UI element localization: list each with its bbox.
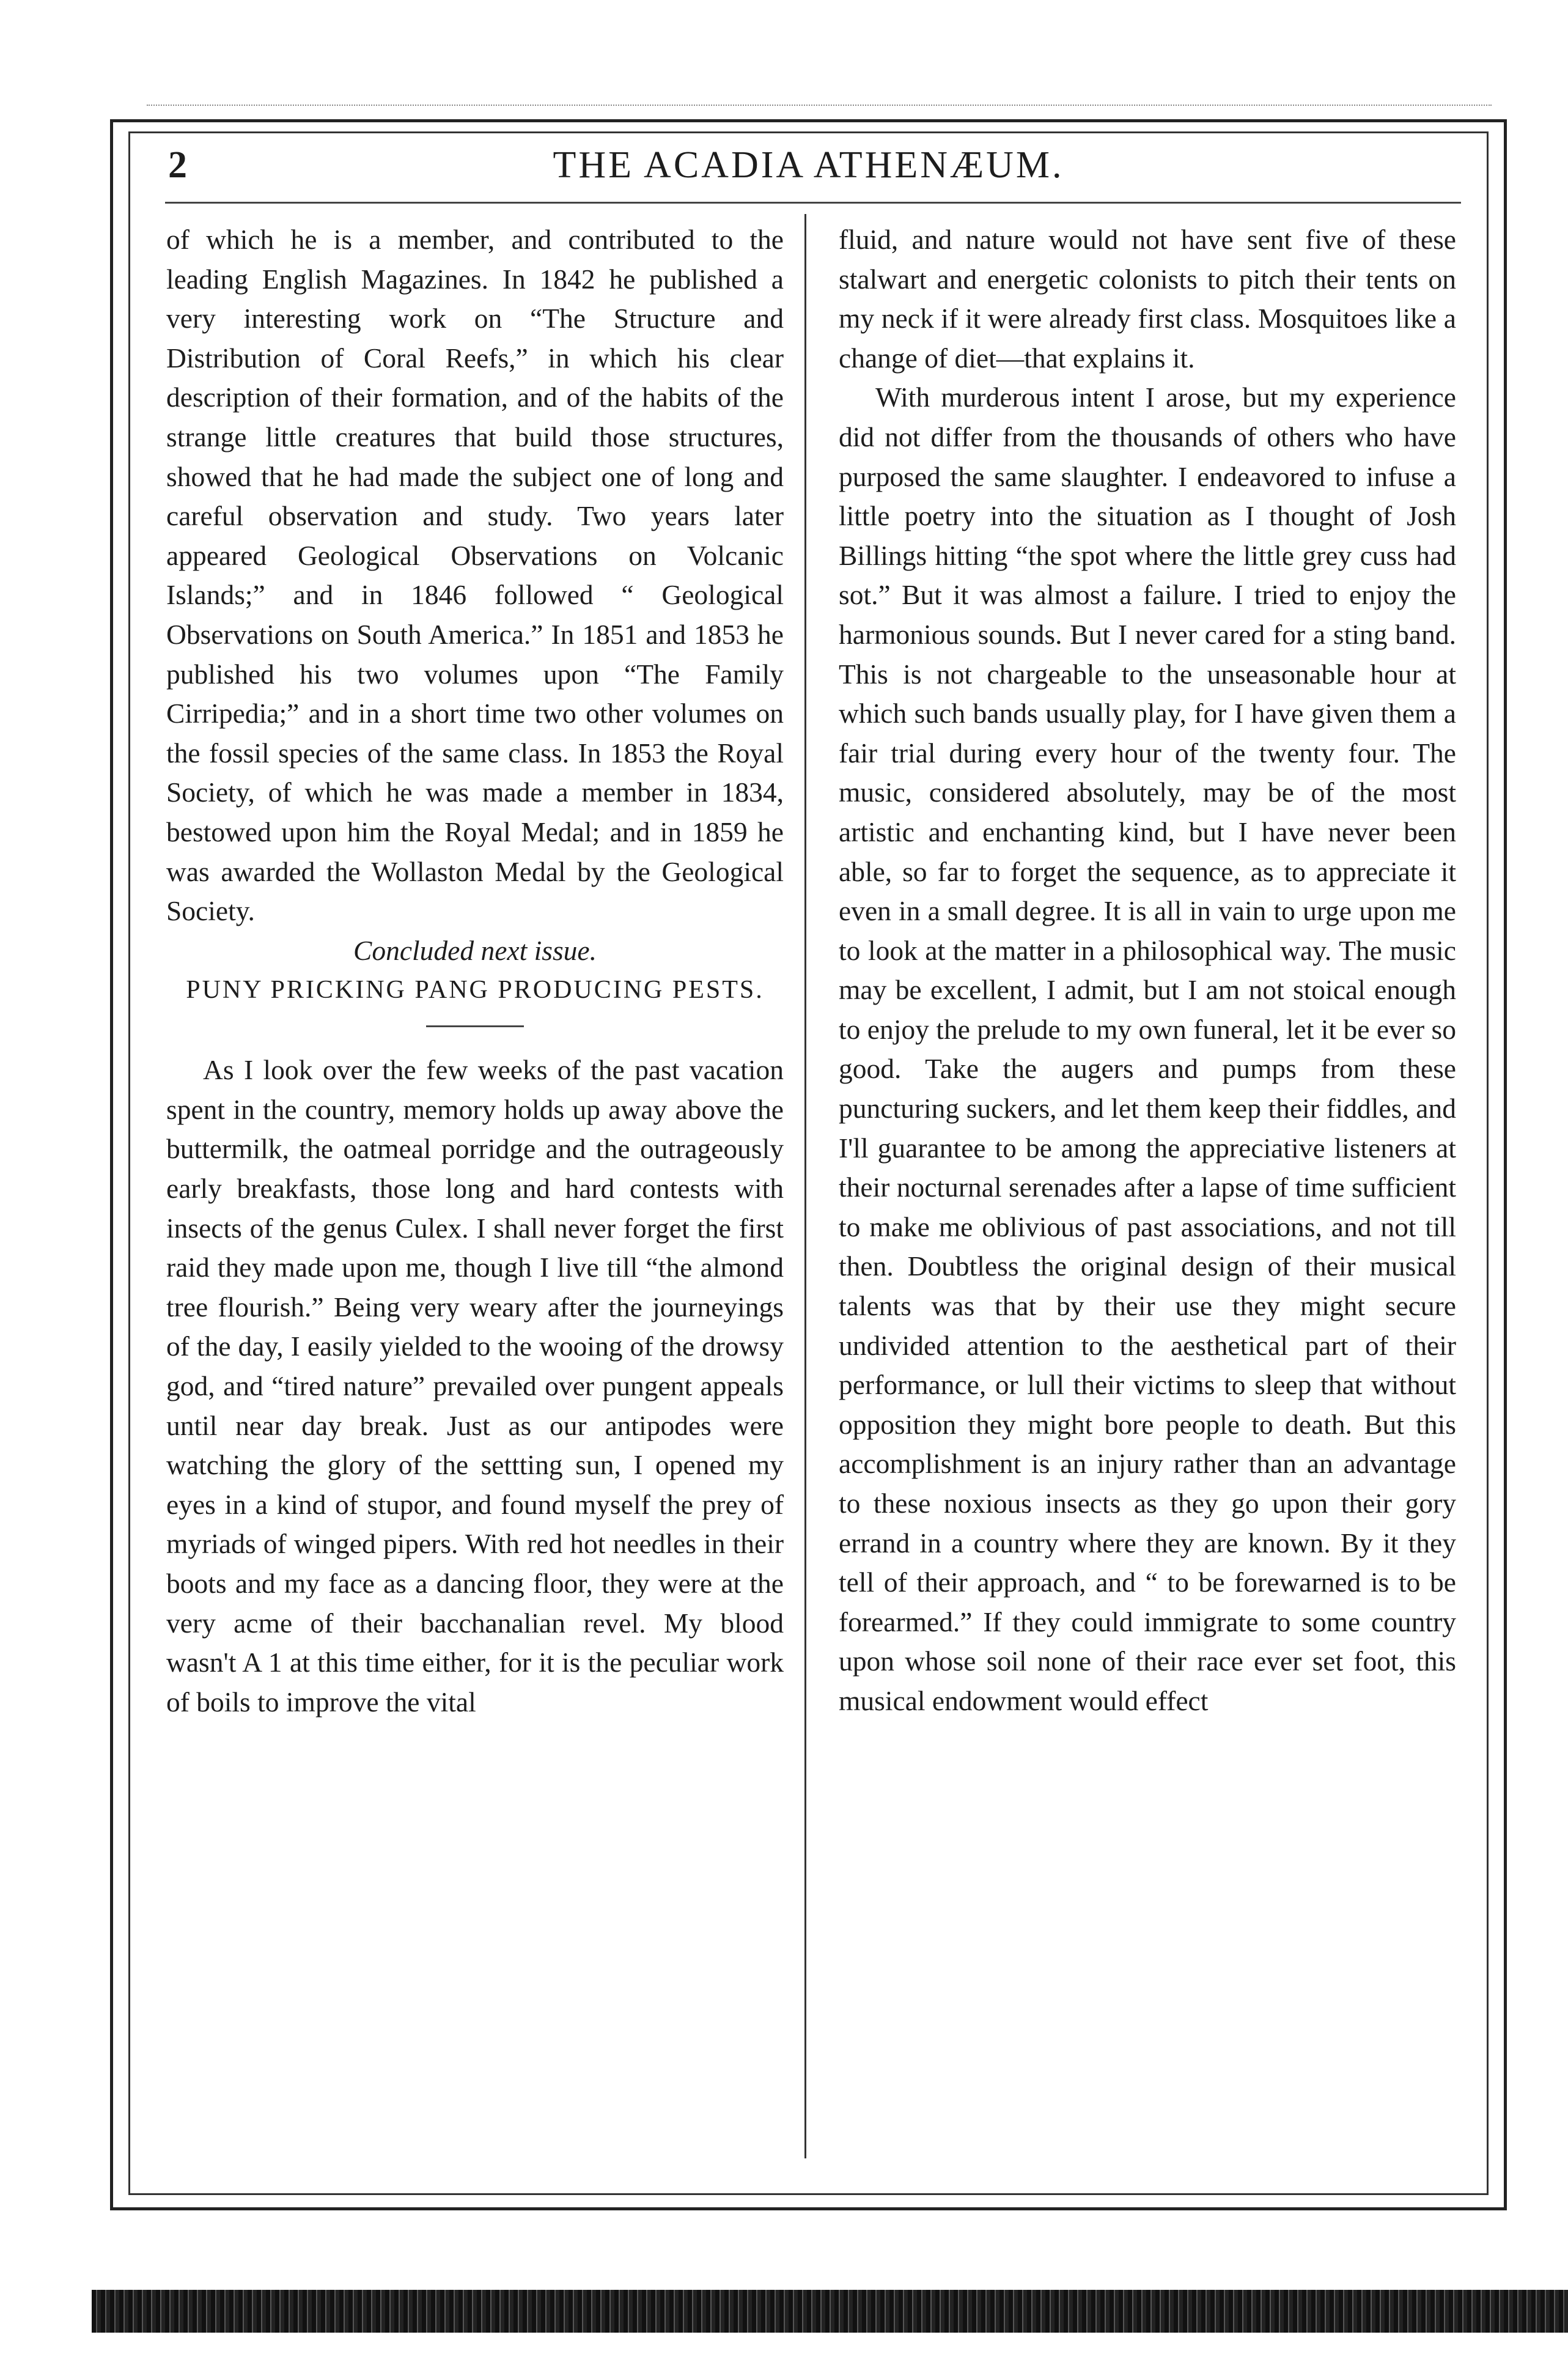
article-paragraph-continued: fluid, and nature would not have sent five of these stalwart and energetic colonists to pitch their tents on my neck if it were already first class. Mosquitoes like a change of diet—that explains it. — [839, 224, 1456, 374]
title-rule — [426, 1025, 524, 1027]
scan-edge-band — [92, 2290, 1568, 2333]
running-title: THE ACADIA ATHENÆUM. — [553, 144, 1064, 186]
article-paragraph: As I look over the few weeks of the past vacation spent in the country, memory holds up away above the buttermilk, the oatmeal porridge and the outrageously early breakfasts, those long and hard contests with insects of the genus Culex. I shall never forget the first raid they made upon me, though I live till “the almond tree flourish.” Being very weary after the journeyings of the day, I easily yielded to the wooing of the drowsy god, and “tired nature” prevailed over pungent appeals until near day break. Just as our antipodes were watching the glory of the settting sun, I opened my eyes in a kind of stupor, and found myself the prey of myriads of winged pipers. With red hot needles in their boots and my face as a dancing floor, they were at the very acme of their bacchanalian revel. My blood wasn't A 1 at this time either, for it is the peculiar work of boils to improve the vital — [166, 1054, 784, 1718]
biography-paragraph: of which he is a member, and contributed to the leading English Magazines. In 1842 he published a very interesting work on “The Structure and Distribution of Coral Reefs,” in which his clear description of their formation, and of the habits of the strange little creatures that build those structures, showed that he had made the subject one of long and careful observation and study. Two years later appeared Geological Observations on Volcanic Islands;” and in 1846 followed “ Geological Observations on South America.” In 1851 and 1853 he published his two volumes upon “The Family Cirripedia;” and in a short time two other volumes on the fossil species of the same class. In 1853 the Royal Society, of which he was made a member in 1834, bestowed upon him the Royal Medal; and in 1859 he was awarded the Wollaston Medal by the Geological Society. — [166, 224, 784, 927]
column-divider — [804, 214, 806, 2158]
left-column — [166, 220, 784, 1722]
page-number: 2 — [168, 144, 187, 186]
article-title: PUNY PRICKING PANG PRODUCING PESTS. — [186, 976, 764, 1005]
page-header — [141, 138, 1476, 196]
top-edge-specks — [147, 95, 1492, 106]
concluded-note: Concluded next issue. — [353, 934, 597, 966]
header-rule — [165, 202, 1461, 204]
article-paragraph: With murderous intent I arose, but my experience did not differ from the thousands of others who have purposed the same slaughter. I endeavored to infuse a little poetry into the situation as I thought of Josh Billings hitting “the spot where the little grey cuss had sot.” But it was almost a failure. I tried to enjoy the harmonious sounds. But I never cared for a sting band. This is not chargeable to the unseasonable hour at which such bands usually play, for I have given them a fair trial during every hour of the twenty four. The music, considered absolutely, may be of the most artistic and enchanting kind, but I have never been able, so far to forget the sequence, as to appreciate it even in a small degree. It is all in vain to urge upon me to look at the matter in a philosophical way. The music may be excellent, I admit, but I am not stoical enough to enjoy the prelude to my own funeral, let it be ever so good. Take the augers and pumps from these puncturing suckers, and let them keep their fiddles, and I'll guarantee to be among the appreciative listeners at their nocturnal serenades after a lapse of time sufficient to make me oblivious of past associations, and not till then. Doubtless the original design of their musical talents was that by their use they might secure undivided attention to the aesthetical part of their performance, or lull their victims to sleep that without opposition they might bore people to death. But this accomplishment is an injury rather than an advantage to these noxious insects as they go upon their gory errand in a country where they are known. By it they tell of their approach, and “ to be forewarned is to be forearmed.” If they could immigrate to some country upon whose soil none of their race ever set foot, this musical endowment would effect — [839, 382, 1456, 1716]
right-column — [839, 220, 1456, 1721]
